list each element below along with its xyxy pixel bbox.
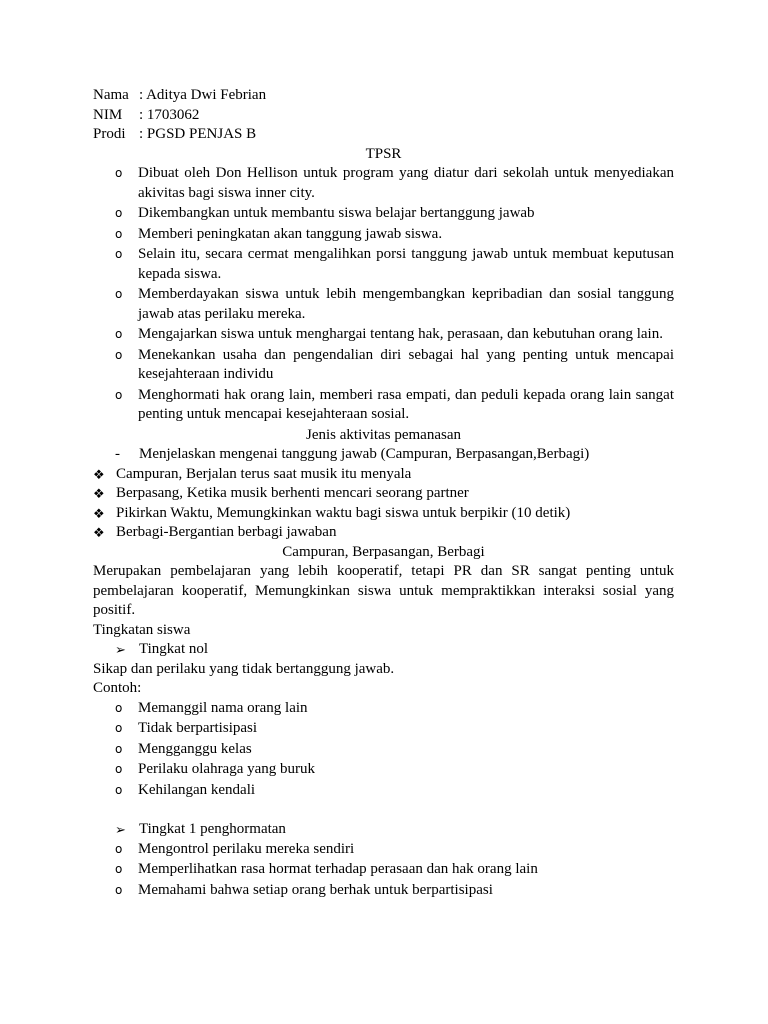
list-item [93,285,674,324]
list-item [93,225,674,245]
circle-bullet-icon: o [115,327,123,341]
header-prodi-row [93,125,674,145]
tingkatan-heading: Tingkatan siswa [93,621,191,638]
document-content [93,86,674,901]
cbb-paragraph: Merupakan pembelajaran yang lebih kooperatif, tetapi PR dan SR sangat penting untuk pembelajaran kooperatif, Memungkinkan siswa untuk mempraktikkan interaksi sosial yang positif. [93,563,674,618]
diamond-bullet-icon: ❖ [93,486,105,501]
nim-label: NIM [93,106,123,123]
jenis-list [93,465,674,543]
circle-bullet-icon: o [115,387,123,402]
list-item-text: Dikembangkan untuk membantu siswa belajar bertanggung jawab [138,205,535,221]
list-item-text: Memberdayakan siswa untuk lebih mengembangkan kepribadian dan sosial tanggung jawab atas perilaku mereka. [138,286,674,322]
circle-bullet-icon: o [115,287,123,301]
list-item [93,699,674,719]
cbb-heading: Campuran, Berpasangan, Berbagi [282,543,485,560]
list-item-text: Kehilangan kendali [138,781,256,798]
circle-bullet-icon: o [115,882,123,897]
diamond-bullet-icon: ❖ [93,466,105,482]
list-item-text: Memperlihatkan rasa hormat terhadap perasaan dan hak orang lain [138,861,538,877]
list-item [93,445,674,465]
list-item [93,245,674,284]
circle-bullet-icon: o [115,762,123,776]
circle-bullet-icon: o [115,206,123,220]
list-item-text: Menekankan usaha dan pengendalian diri sebagai hal yang penting untuk mencapai kesejahteraan individu [138,346,674,382]
circle-bullet-icon: o [115,226,123,241]
list-item [93,523,674,543]
circle-bullet-icon: o [115,700,123,715]
circle-bullet-icon: o [115,247,123,261]
header-nim-row [93,106,674,126]
prodi-value: : PGSD PENJAS B [139,126,257,142]
list-item-text: Berbagi-Bergantian berbagi jawaban [116,524,337,540]
header-nama-row [93,86,674,106]
list-item [93,740,674,760]
list-item [93,820,674,840]
nim-value: : 1703062 [139,106,200,123]
list-item [93,719,674,739]
contoh-label: Contoh: [93,680,142,696]
diamond-bullet-icon: ❖ [93,525,105,540]
list-item-text: Menjelaskan mengenai tanggung jawab (Campuran, Berpasangan,Berbagi) [139,446,590,462]
list-item [93,840,674,860]
circle-bullet-icon: o [115,721,123,735]
prodi-label: Prodi [93,126,126,142]
list-item-text: Mengontrol perilaku mereka sendiri [138,840,355,857]
list-item [93,760,674,780]
circle-bullet-icon: o [115,166,123,180]
list-item-text: Campuran, Berjalan terus saat musik itu menyala [116,465,412,482]
list-item-text: Perilaku olahraga yang buruk [138,761,316,777]
nama-label: Nama [93,87,129,103]
list-item-text: Memahami bahwa setiap orang berhak untuk berpartisipasi [138,881,493,898]
list-item-text: Dibuat oleh Don Hellison untuk program yang diatur dari sekolah untuk menyediakan akivitas bagi siswa inner city. [138,165,674,201]
contoh-list [93,699,674,801]
list-item-text: Tidak berpartisipasi [138,720,258,736]
list-item-text: Mengganggu kelas [138,740,252,757]
list-item [93,860,674,880]
blank-line [93,801,674,820]
circle-bullet-icon: o [115,741,123,756]
list-item-text: Mengajarkan siswa untuk menghargai tentang hak, perasaan, dan kebutuhan orang lain. [138,326,663,342]
diamond-bullet-icon: ❖ [93,505,105,521]
list-item [93,164,674,203]
list-item-text: Pikirkan Waktu, Memungkinkan waktu bagi siswa untuk berpikir (10 detik) [116,504,571,521]
list-item [93,640,674,660]
dash-bullet-icon: - [115,446,120,462]
list-item [93,781,674,801]
list-item-text: Berpasang, Ketika musik berhenti mencari seorang partner [116,485,469,501]
list-item-text: Tingkat nol [139,641,209,657]
list-item [93,504,674,524]
list-item [93,881,674,901]
arrow-bullet-icon: ➢ [115,822,126,837]
tpsr-heading: TPSR [365,145,402,162]
list-item [93,346,674,385]
jenis-heading: Jenis aktivitas pemanasan [306,426,461,443]
list-item-text: Memanggil nama orang lain [138,699,308,716]
circle-bullet-icon: o [115,347,123,362]
list-item [93,386,674,425]
list-item [93,484,674,504]
list-item [93,465,674,485]
circle-bullet-icon: o [115,782,123,797]
tpsr-list [93,164,674,425]
circle-bullet-icon: o [115,862,123,876]
tingkat-nol-description: Sikap dan perilaku yang tidak bertanggung jawab. [93,660,395,677]
tingkat-1-list [93,840,674,901]
list-item-text: Tingkat 1 penghormatan [139,821,286,837]
list-item-text: Menghormati hak orang lain, memberi rasa empati, dan peduli kepada orang lain sangat penting untuk mencapai kesejahteraan sosial. [138,386,674,422]
list-item-text: Selain itu, secara cermat mengalihkan porsi tanggung jawab untuk membuat keputusan kepada siswa. [138,246,674,282]
nama-value: : Aditya Dwi Febrian [139,87,267,103]
list-item [93,325,674,345]
list-item [93,204,674,224]
arrow-bullet-icon: ➢ [115,642,126,657]
list-item-text: Memberi peningkatan akan tanggung jawab siswa. [138,225,443,242]
circle-bullet-icon: o [115,841,123,856]
